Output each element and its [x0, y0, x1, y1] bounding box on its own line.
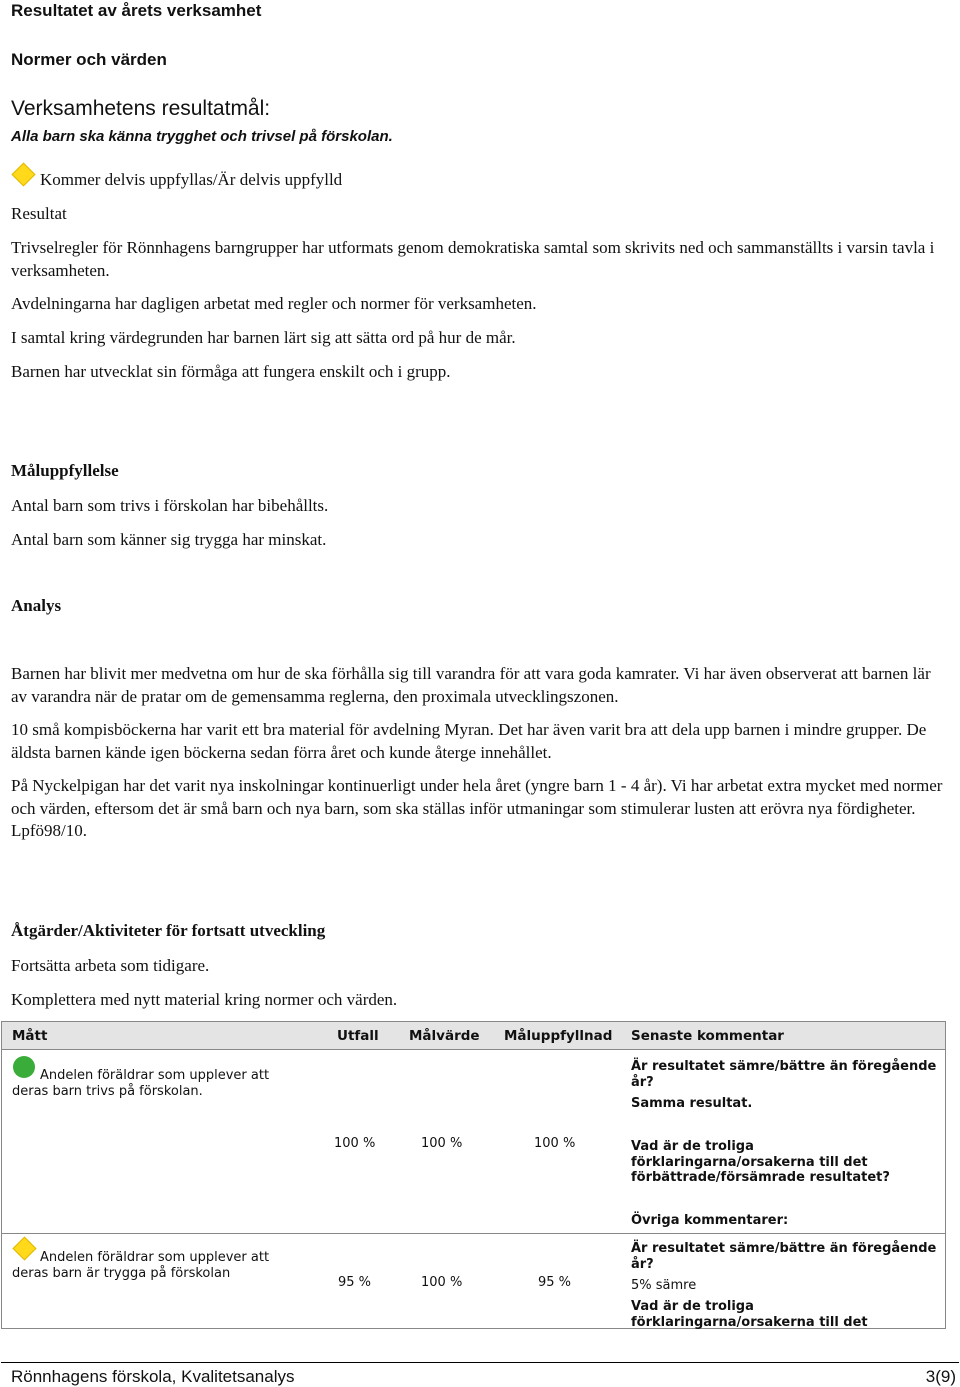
- maluppfyllelse-paragraph-2: Antal barn som känner sig trygga har minskat.: [11, 530, 327, 549]
- row-1-question-1: Är resultatet sämre/bättre än föregående år?: [631, 1059, 937, 1090]
- goal-text: Alla barn ska känna trygghet och trivsel på förskolan.: [11, 128, 393, 145]
- row-2-answer-1: 5% sämre: [631, 1278, 697, 1293]
- row-2-malvarde: 100 %: [421, 1275, 463, 1290]
- resultat-paragraph-1: Trivselregler för Rönnhagens barngrupper har utformats genom demokratiska samtal som skrivits ned och sammanställts i varsin tavla i verksamheten.: [11, 238, 935, 280]
- header-malvarde: Målvärde: [409, 1028, 480, 1044]
- footer-divider: [1, 1362, 959, 1363]
- row-1-measure: Andelen föräldrar som upplever att deras barn trivs på förskolan.: [12, 1068, 270, 1099]
- row-1-utfall: 100 %: [334, 1136, 376, 1151]
- yellow-diamond-icon: [11, 162, 35, 186]
- row-1-question-3: Övriga kommentarer:: [631, 1213, 789, 1228]
- analys-heading: Analys: [11, 596, 62, 615]
- analys-paragraph-3: På Nyckelpigan har det varit nya inskolningar kontinuerligt under hela året (yngre barn 1 - 4 år). Vi har arbetat extra mycket med normer och värden, eftersom det är små barn och nya barn, som ska ställas inför utmaningar som stimulerar lusten att erövra nya fördigheter. Lpfö98/10.: [11, 776, 943, 840]
- row-2-question-2: Vad är de troliga förklaringarna/orsakerna till det: [631, 1299, 868, 1330]
- table-header: [2, 1022, 945, 1050]
- atgarder-paragraph-1: Fortsätta arbeta som tidigare.: [11, 956, 210, 975]
- row-divider: [2, 1233, 945, 1234]
- maluppfyllelse-paragraph-1: Antal barn som trivs i förskolan har bibehållts.: [11, 496, 329, 515]
- analys-paragraph-2: 10 små kompisböckerna har varit ett bra material för avdelning Myran. Det har även varit bra att dela upp barnen i mindre grupper. De äldsta barnen kände igen böckerna sedan förra året och kunde återge innehållet.: [11, 720, 927, 762]
- resultat-paragraph-2: Avdelningarna har dagligen arbetat med regler och normer för verksamheten.: [11, 294, 537, 313]
- atgarder-paragraph-2: Komplettera med nytt material kring normer och värden.: [11, 990, 398, 1009]
- row-1-question-2: Vad är de troliga förklaringarna/orsakerna till det förbättrade/försämrade resultatet?: [631, 1139, 890, 1185]
- section-title: Normer och värden: [11, 50, 167, 69]
- row-1-maluppfyllnad: 100 %: [534, 1136, 576, 1151]
- header-maluppfyllnad: Måluppfyllnad: [504, 1028, 613, 1044]
- page-title: Resultatet av årets verksamhet: [11, 1, 262, 20]
- analys-paragraph-1: Barnen har blivit mer medvetna om hur de ska förhålla sig till varandra för att vara goda kamrater. Vi har även observerat att barnen lär av varandra när de pratar om de gemensamma reglerna, den proximala utvecklingszonen.: [11, 664, 931, 706]
- row-1-answer-1: Samma resultat.: [631, 1096, 753, 1111]
- header-utfall: Utfall: [337, 1028, 379, 1044]
- atgarder-heading: Åtgärder/Aktiviteter för fortsatt utveckling: [11, 921, 326, 940]
- status-label: Kommer delvis uppfyllas/Är delvis uppfylld: [40, 170, 343, 189]
- resultat-heading: Resultat: [11, 204, 67, 223]
- footer-page-number: 3(9): [925, 1367, 956, 1386]
- footer-document-name: Rönnhagens förskola, Kvalitetsanalys: [11, 1367, 295, 1386]
- row-2-measure: Andelen föräldrar som upplever att deras barn är trygga på förskolan: [12, 1250, 270, 1281]
- row-2-utfall: 95 %: [338, 1275, 372, 1290]
- header-matt: Mått: [12, 1028, 48, 1044]
- measures-table: [1, 1021, 946, 1329]
- row-2-question-1: Är resultatet sämre/bättre än föregående år?: [631, 1241, 937, 1272]
- resultat-paragraph-4: Barnen har utvecklat sin förmåga att fungera enskilt och i grupp.: [11, 362, 451, 381]
- maluppfyllelse-heading: Måluppfyllelse: [11, 461, 119, 480]
- goal-heading: Verksamhetens resultatmål:: [11, 97, 271, 120]
- row-1-malvarde: 100 %: [421, 1136, 463, 1151]
- resultat-paragraph-3: I samtal kring värdegrunden har barnen lärt sig att sätta ord på hur de mår.: [11, 328, 516, 347]
- row-2-maluppfyllnad: 95 %: [538, 1275, 572, 1290]
- header-kommentar: Senaste kommentar: [631, 1028, 784, 1044]
